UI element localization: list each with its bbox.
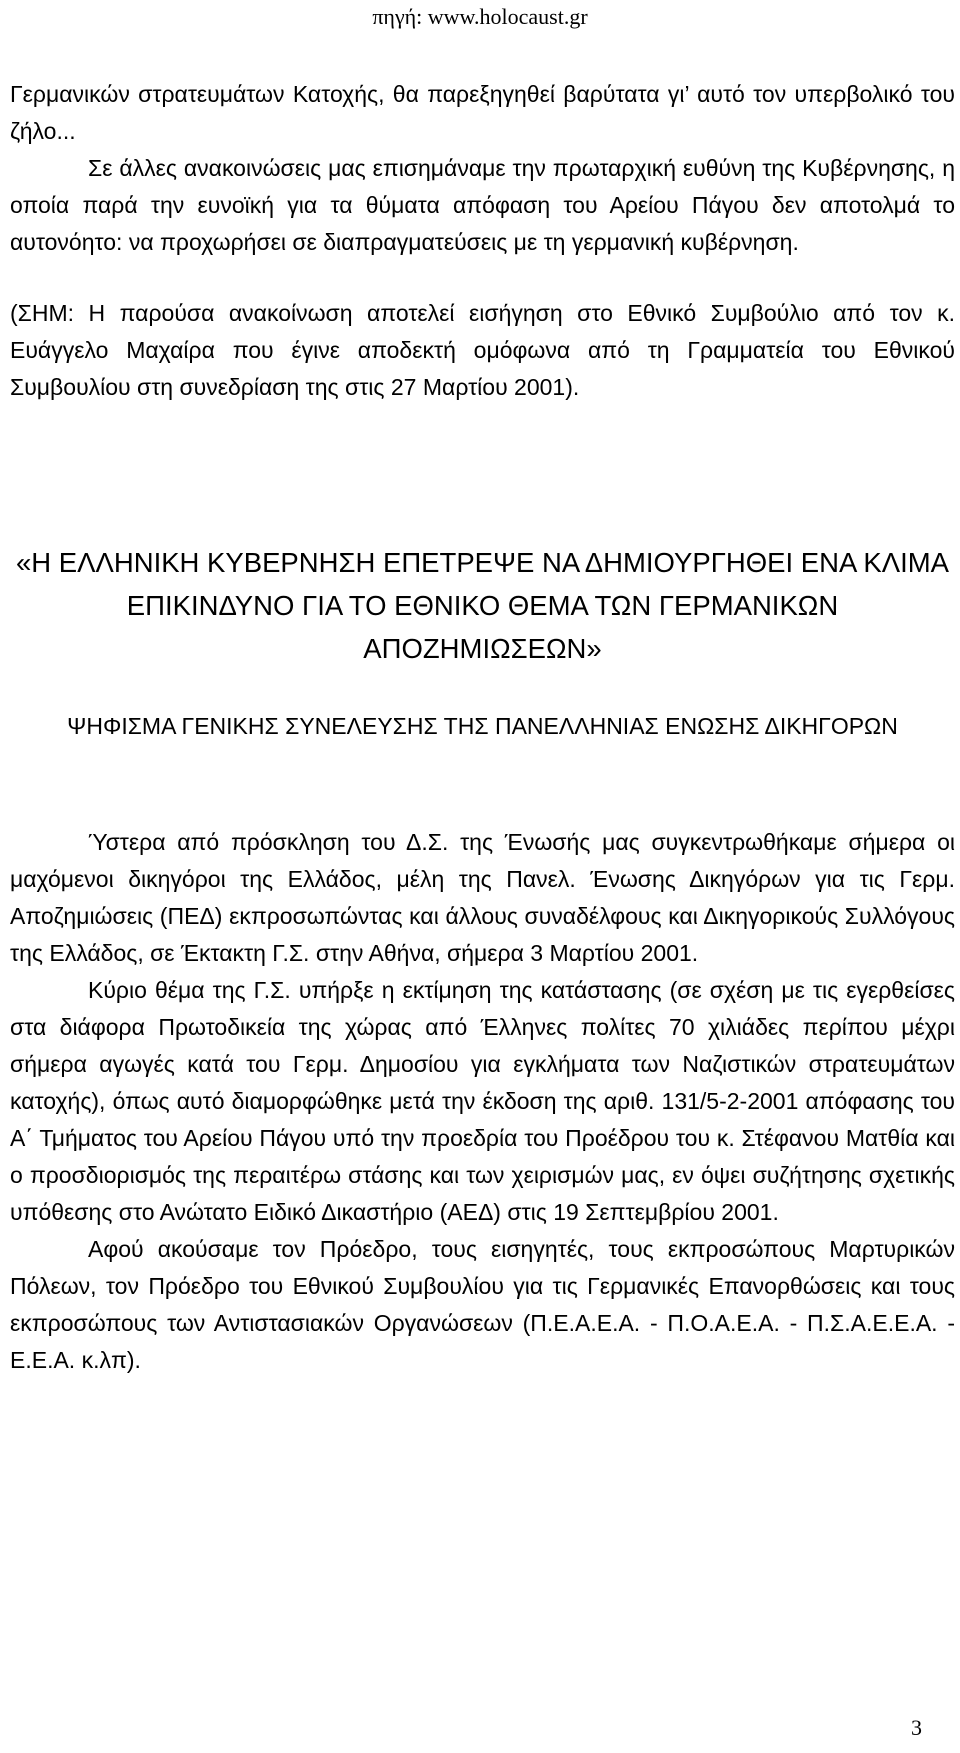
resolution-title: «Η ΕΛΛΗΝΙΚΗ ΚΥΒΕΡΝΗΣΗ ΕΠΕΤΡΕΨΕ ΝΑ ΔΗΜΙΟΥΡΓΗΘΕΙ ΕΝΑ ΚΛΙΜΑ ΕΠΙΚΙΝΔΥΝΟ ΓΙΑ ΤΟ ΕΘΝΙΚΟ ΘΕΜΑ ΤΩΝ ΓΕΡΜΑΝΙΚΩΝ ΑΠΟΖΗΜΙΩΣΕΩΝ» — [15, 547, 950, 664]
source-header: πηγή: www.holocaust.gr — [372, 4, 588, 29]
spacer — [10, 406, 955, 541]
spacer — [10, 261, 955, 295]
spacer — [10, 670, 955, 706]
page-number: 3 — [911, 1715, 922, 1740]
spacer — [10, 746, 955, 824]
paragraph-main-topic: Κύριο θέμα της Γ.Σ. υπήρξε η εκτίμηση της κατάστασης (σε σχέση με τις εγερθείσες στα διάφορα Πρωτοδικεία της χώρας από Έλληνες πολίτες 70 χιλιάδες περίπου μέχρι σήμερα αγωγές κατά του Γερμ. Δημοσίου για εγκλήματα των Ναζιστικών στρατευμάτων κατοχής), όπως αυτό διαμορφώθηκε μετά την έκδοση της αριθ. 131/5-2-2001 απόφασης του Α΄ Τμήματος του Αρείου Πάγου υπό την προεδρία του Προέδρου του κ. Στέφανου Ματθία και ο προσδιορισμός της περαιτέρω στάσης και των χειρισμών μας, εν όψει συζήτησης σχετικής υπόθεσης στο Ανώτατο Ειδικό Δικαστήριο (ΑΕΔ) στις 19 Σεπτεμβρίου 2001. — [10, 977, 955, 1225]
paragraph-government-responsibility: Σε άλλες ανακοινώσεις μας επισημάναμε την πρωταρχική ευθύνη της Κυβέρνησης, η οποία παρά την ευνοϊκή για τα θύματα απόφαση του Αρείου Πάγου δεν αποτολμά το αυτονόητο: να προχωρήσει σε διαπραγματεύσεις με τη γερμανική κυβέρνηση. — [10, 155, 955, 255]
editorial-note: (ΣΗΜ: Η παρούσα ανακοίνωση αποτελεί εισήγηση στο Εθνικό Συμβούλιο από τον κ. Ευάγγελο Μαχαίρα που έγινε αποδεκτή ομόφωνα από τη Γραμματεία του Εθνικού Συμβουλίου στη συνεδρίαση της στις 27 Μαρτίου 2001). — [10, 300, 955, 400]
document-body — [10, 76, 955, 1379]
paragraph-assembly: Ύστερα από πρόσκληση του Δ.Σ. της Ένωσής μας συγκεντρωθήκαμε σήμερα οι μαχόμενοι δικηγόροι της Ελλάδος, μέλη της Πανελ. Ένωσης Δικηγόρων για τις Γερμ. Αποζημιώσεις (ΠΕΔ) εκπροσωπώντας και άλλους συναδέλφους και Δικηγορικούς Συλλόγους της Ελλάδος, σε Έκτακτη Γ.Σ. στην Αθήνα, σήμερα 3 Μαρτίου 2001. — [10, 829, 955, 966]
paragraph-hearing: Αφού ακούσαμε τον Πρόεδρο, τους εισηγητές, τους εκπροσώπους Μαρτυρικών Πόλεων, τον Πρόεδρο του Εθνικού Συμβουλίου για τις Γερμανικές Επανορθώσεις και τους εκπροσώπους των Αντιστασιακών Οργανώσεων (Π.Ε.Α.Ε.Α. - Π.Ο.Α.Ε.Α. - Π.Σ.Α.Ε.Ε.Α. - Ε.Ε.Α. κ.λπ). — [10, 1236, 955, 1373]
resolution-subtitle: ΨΗΦΙΣΜΑ ΓΕΝΙΚΗΣ ΣΥΝΕΛΕΥΣΗΣ ΤΗΣ ΠΑΝΕΛΛΗΝΙΑΣ ΕΝΩΣΗΣ ΔΙΚΗΓΟΡΩΝ — [67, 713, 898, 739]
paragraph-continuation: Γερμανικών στρατευμάτων Κατοχής, θα παρεξηγηθεί βαρύτατα γι’ αυτό τον υπερβολικό του ζήλο... — [10, 81, 955, 144]
